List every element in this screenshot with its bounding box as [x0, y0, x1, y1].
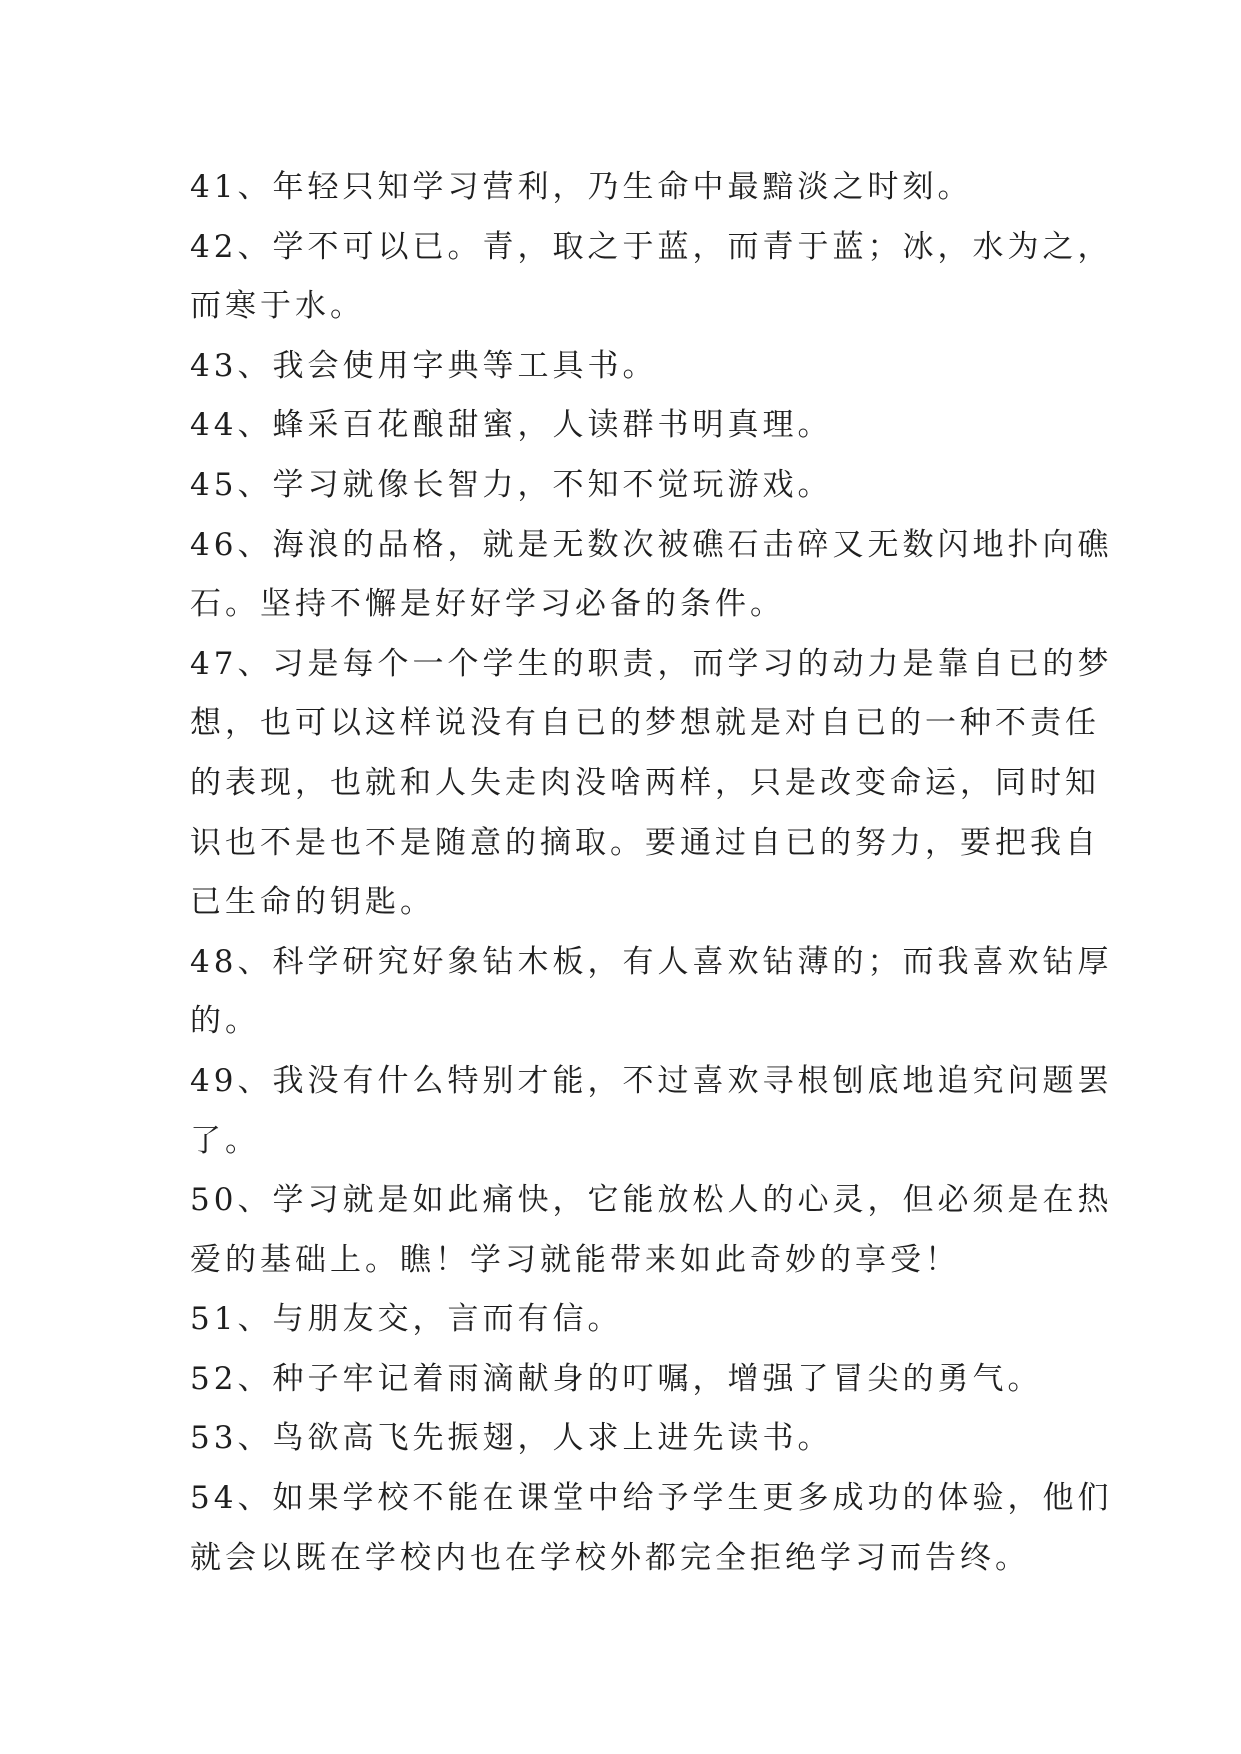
text-line: 53、鸟欲高飞先振翅，人求上进先读书。: [190, 1420, 833, 1457]
text-line: 51、与朋友交，言而有信。: [190, 1301, 623, 1338]
text-line: 48、科学研究好象钻木板，有人喜欢钻薄的；而我喜欢钻厚: [190, 943, 1113, 980]
text-line: 49、我没有什么特别才能，不过喜欢寻根刨底地追究问题罢: [190, 1062, 1113, 1099]
text-line: 就会以既在学校内也在学校外都完全拒绝学习而告终。: [190, 1539, 1030, 1576]
text-line: 的。: [190, 1003, 260, 1040]
text-line: 43、我会使用字典等工具书。: [190, 347, 658, 384]
text-line: 45、学习就像长智力，不知不觉玩游戏。: [190, 466, 833, 503]
text-line: 想，也可以这样说没有自已的梦想就是对自已的一种不责任: [190, 705, 1100, 742]
text-line: 41、年轻只知学习营利，乃生命中最黯淡之时刻。: [190, 169, 973, 205]
text-line: 了。: [190, 1122, 260, 1159]
text-line: 而寒于水。: [190, 288, 365, 325]
text-line: 50、学习就是如此痛快，它能放松人的心灵，但必须是在热: [190, 1182, 1113, 1219]
text-line: 石。坚持不懈是好好学习必备的条件。: [190, 586, 785, 623]
text-line: 识也不是也不是随意的摘取。要通过自已的努力，要把我自: [190, 824, 1100, 861]
text-line: 47、习是每个一个学生的职责，而学习的动力是靠自已的梦: [190, 645, 1113, 682]
text-line: 46、海浪的品格，就是无数次被礁石击碎又无数闪地扑向礁: [190, 526, 1113, 563]
text-line: 的表现，也就和人失走肉没啥两样，只是改变命运，同时知: [190, 764, 1100, 801]
text-line: 已生命的钥匙。: [190, 884, 435, 921]
document-body: [190, 158, 1113, 1588]
text-line: 42、学不可以已。青，取之于蓝，而青于蓝；冰，水为之，: [190, 228, 1113, 265]
text-line: 54、如果学校不能在课堂中给予学生更多成功的体验，他们: [190, 1480, 1113, 1517]
text-line: 52、种子牢记着雨滴献身的叮嘱，增强了冒尖的勇气。: [190, 1360, 1043, 1397]
text-line: 爱的基础上。瞧！学习就能带来如此奇妙的享受！: [190, 1241, 960, 1278]
text-line: 44、蜂采百花酿甜蜜，人读群书明真理。: [190, 407, 833, 444]
